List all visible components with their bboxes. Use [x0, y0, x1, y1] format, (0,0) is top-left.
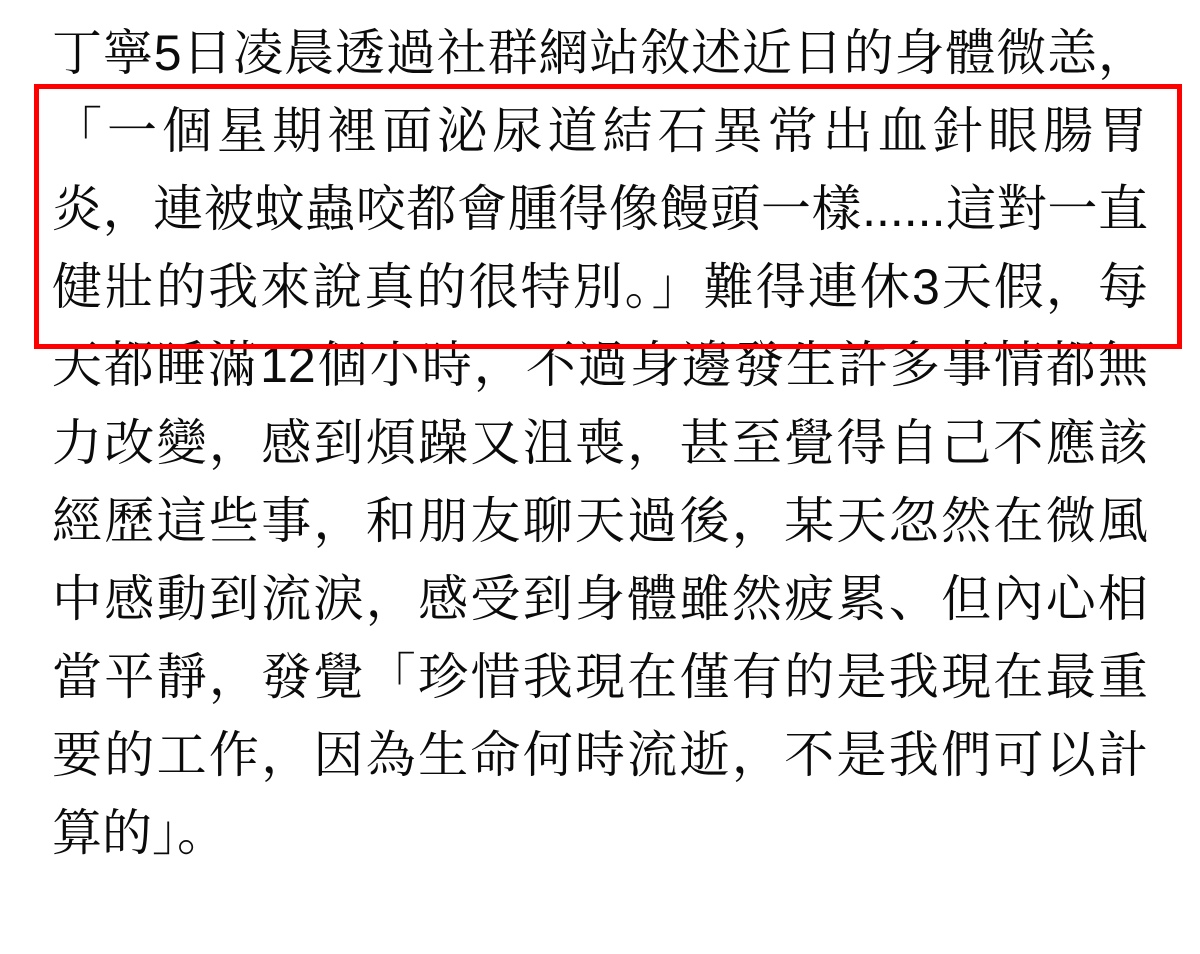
right-margin: [1186, 0, 1200, 954]
left-margin: [0, 0, 14, 954]
article-paragraph: 丁寧5日凌晨透過社群網站敘述近日的身體微恙，「一個星期裡面泌尿道結石異常出血針眼腸胃炎，連被蚊蟲咬都會腫得像饅頭一樣......這對一直健壯的我來說真的很特別。」難得連休3天假，每天都睡滿12個小時，不過身邊發生許多事情都無力改變，感到煩躁又沮喪，甚至覺得自己不應該經歷這些事，和朋友聊天過後，某天忽然在微風中感動到流淚，感受到身體雖然疲累、但內心相當平靜，發覺「珍惜我現在僅有的是我現在最重要的工作，因為生命何時流逝，不是我們可以計算的」。: [52, 25, 1148, 861]
